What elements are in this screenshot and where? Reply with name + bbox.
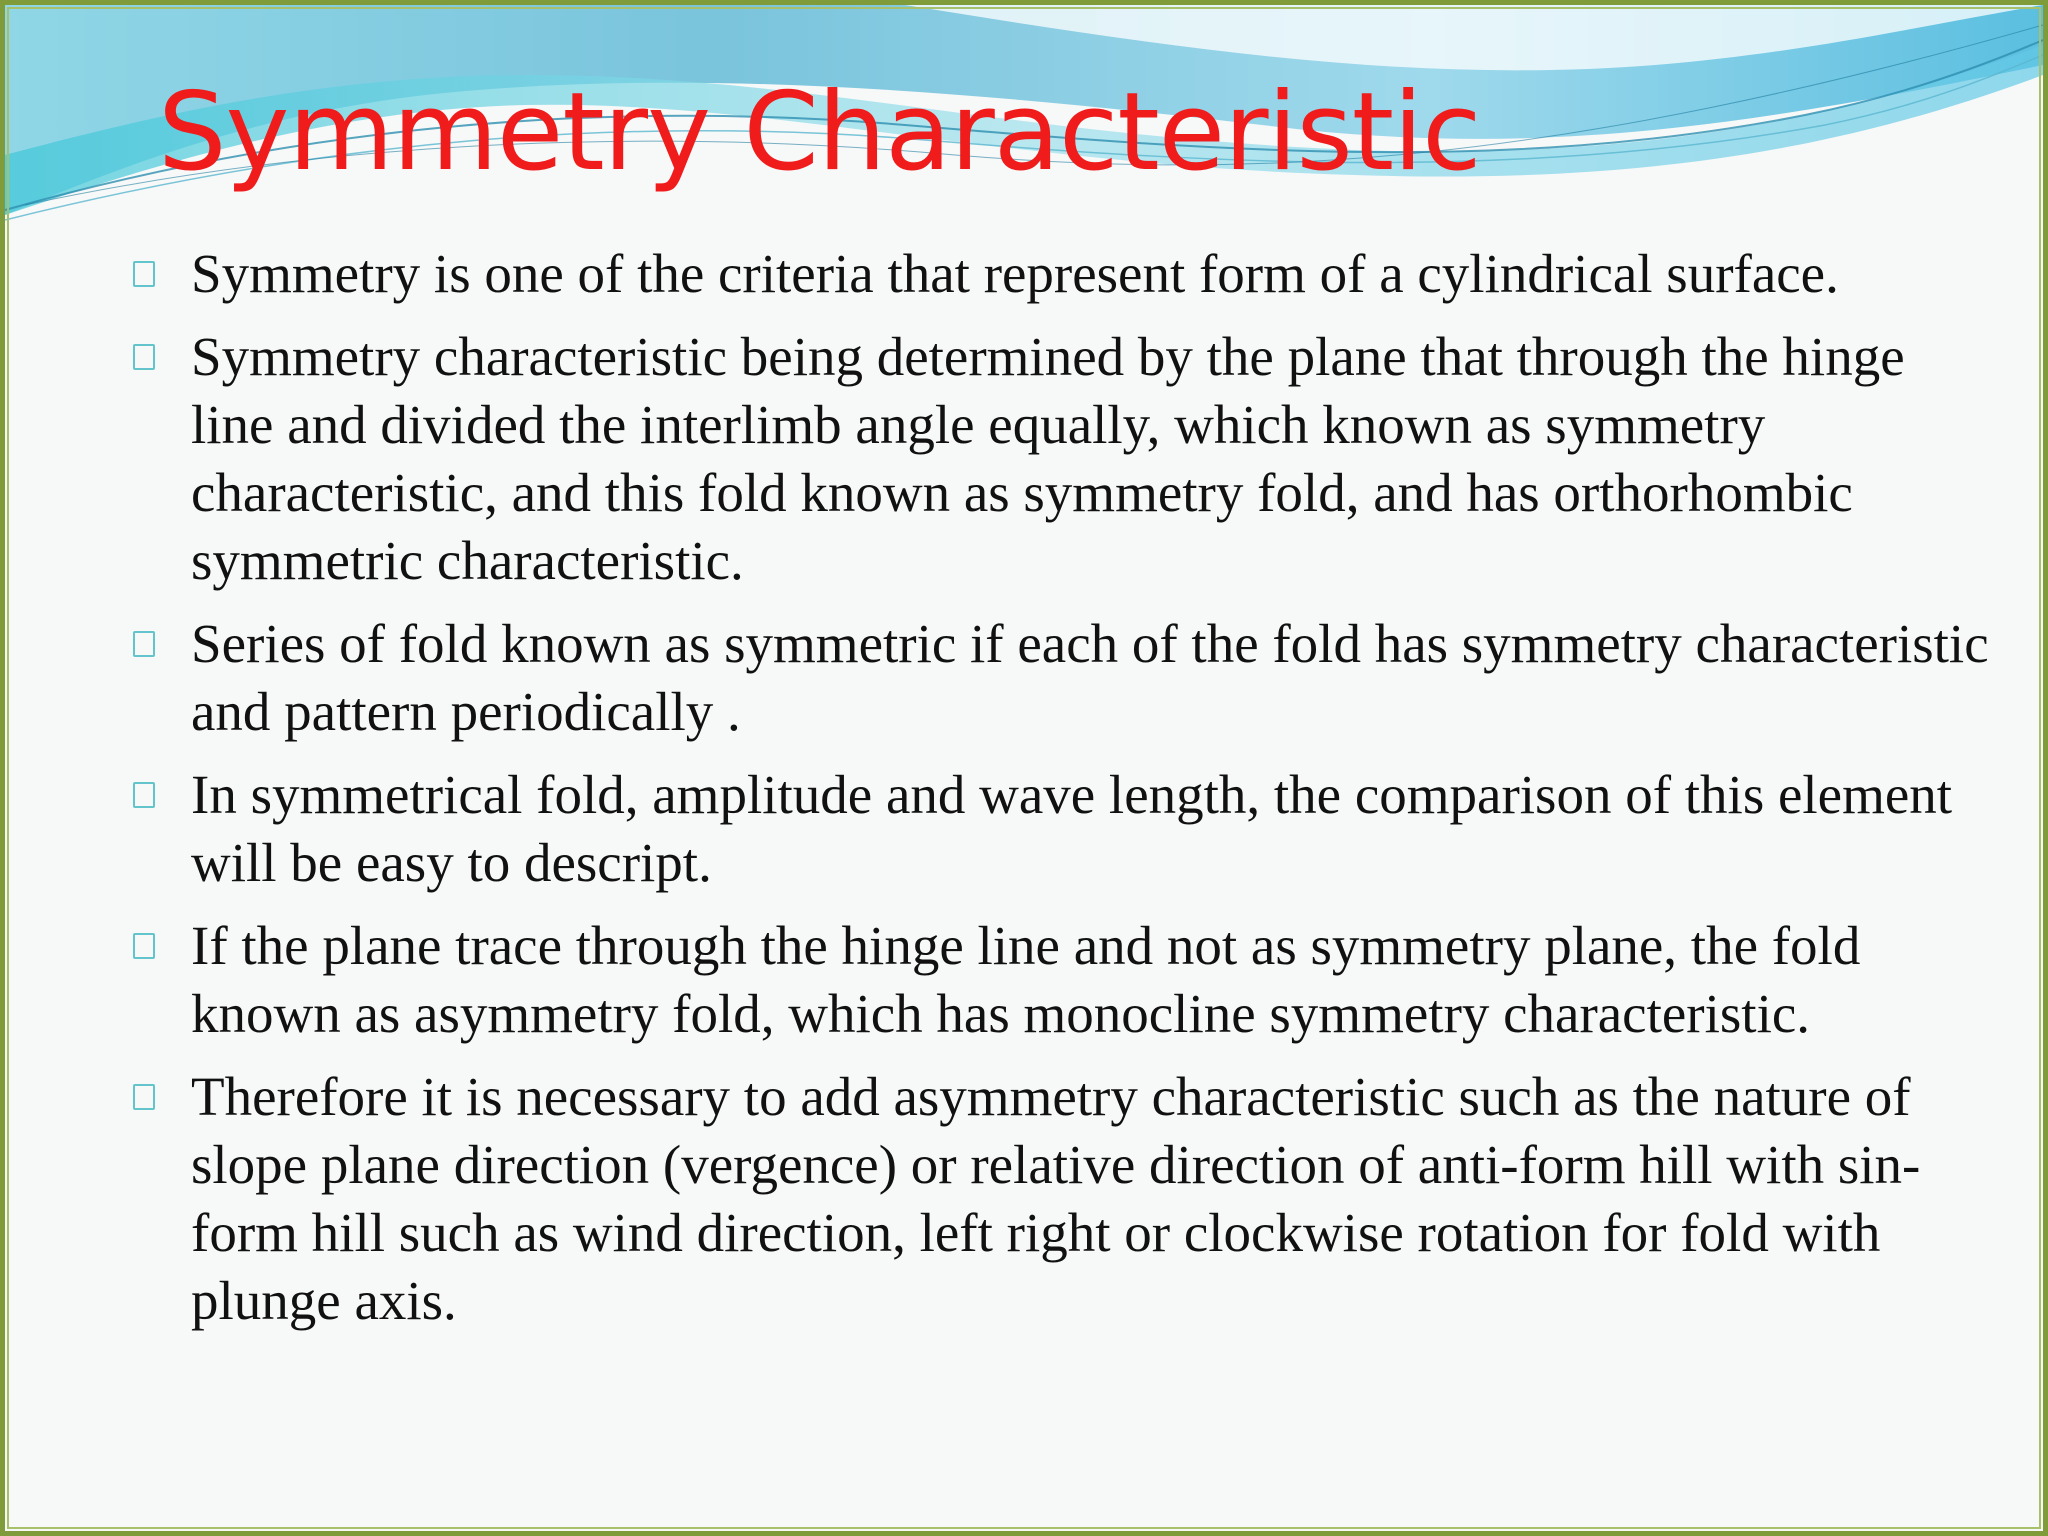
square-bullet-icon bbox=[133, 933, 155, 959]
bullet-item bbox=[129, 323, 1989, 595]
bullet-item bbox=[129, 1063, 1989, 1335]
square-bullet-icon bbox=[133, 344, 155, 370]
bullet-item bbox=[129, 912, 1989, 1048]
slide-title: Symmetry Characteristic bbox=[158, 70, 1481, 195]
square-bullet-icon bbox=[133, 782, 155, 808]
bullet-item bbox=[129, 610, 1989, 746]
bullet-text: Series of fold known as symmetric if each of the fold has symmetry characteristic and pattern periodically . bbox=[191, 613, 1989, 742]
square-bullet-icon bbox=[133, 261, 155, 287]
bullet-text: Symmetry characteristic being determined by the plane that through the hinge line and divided the interlimb angle equally, which known as symmetry characteristic, and this fold known as symmetry fold, and has orthorhombic symmetric characteristic. bbox=[191, 326, 1905, 591]
bullet-item bbox=[129, 240, 1989, 308]
bullet-text: Symmetry is one of the criteria that represent form of a cylindrical surface. bbox=[191, 243, 1839, 304]
bullet-list bbox=[129, 240, 1989, 1350]
square-bullet-icon bbox=[133, 631, 155, 657]
bullet-item bbox=[129, 761, 1989, 897]
bullet-text: If the plane trace through the hinge line and not as symmetry plane, the fold known as asymmetry fold, which has monocline symmetry characteristic. bbox=[191, 915, 1861, 1044]
bullet-text: Therefore it is necessary to add asymmetry characteristic such as the nature of slope plane direction (vergence) or relative direction of anti-form hill with sin-form hill such as wind direction, left right or clockwise rotation for fold with plunge axis. bbox=[191, 1066, 1921, 1331]
square-bullet-icon bbox=[133, 1084, 155, 1110]
bullet-text: In symmetrical fold, amplitude and wave length, the comparison of this element will be easy to descript. bbox=[191, 764, 1953, 893]
